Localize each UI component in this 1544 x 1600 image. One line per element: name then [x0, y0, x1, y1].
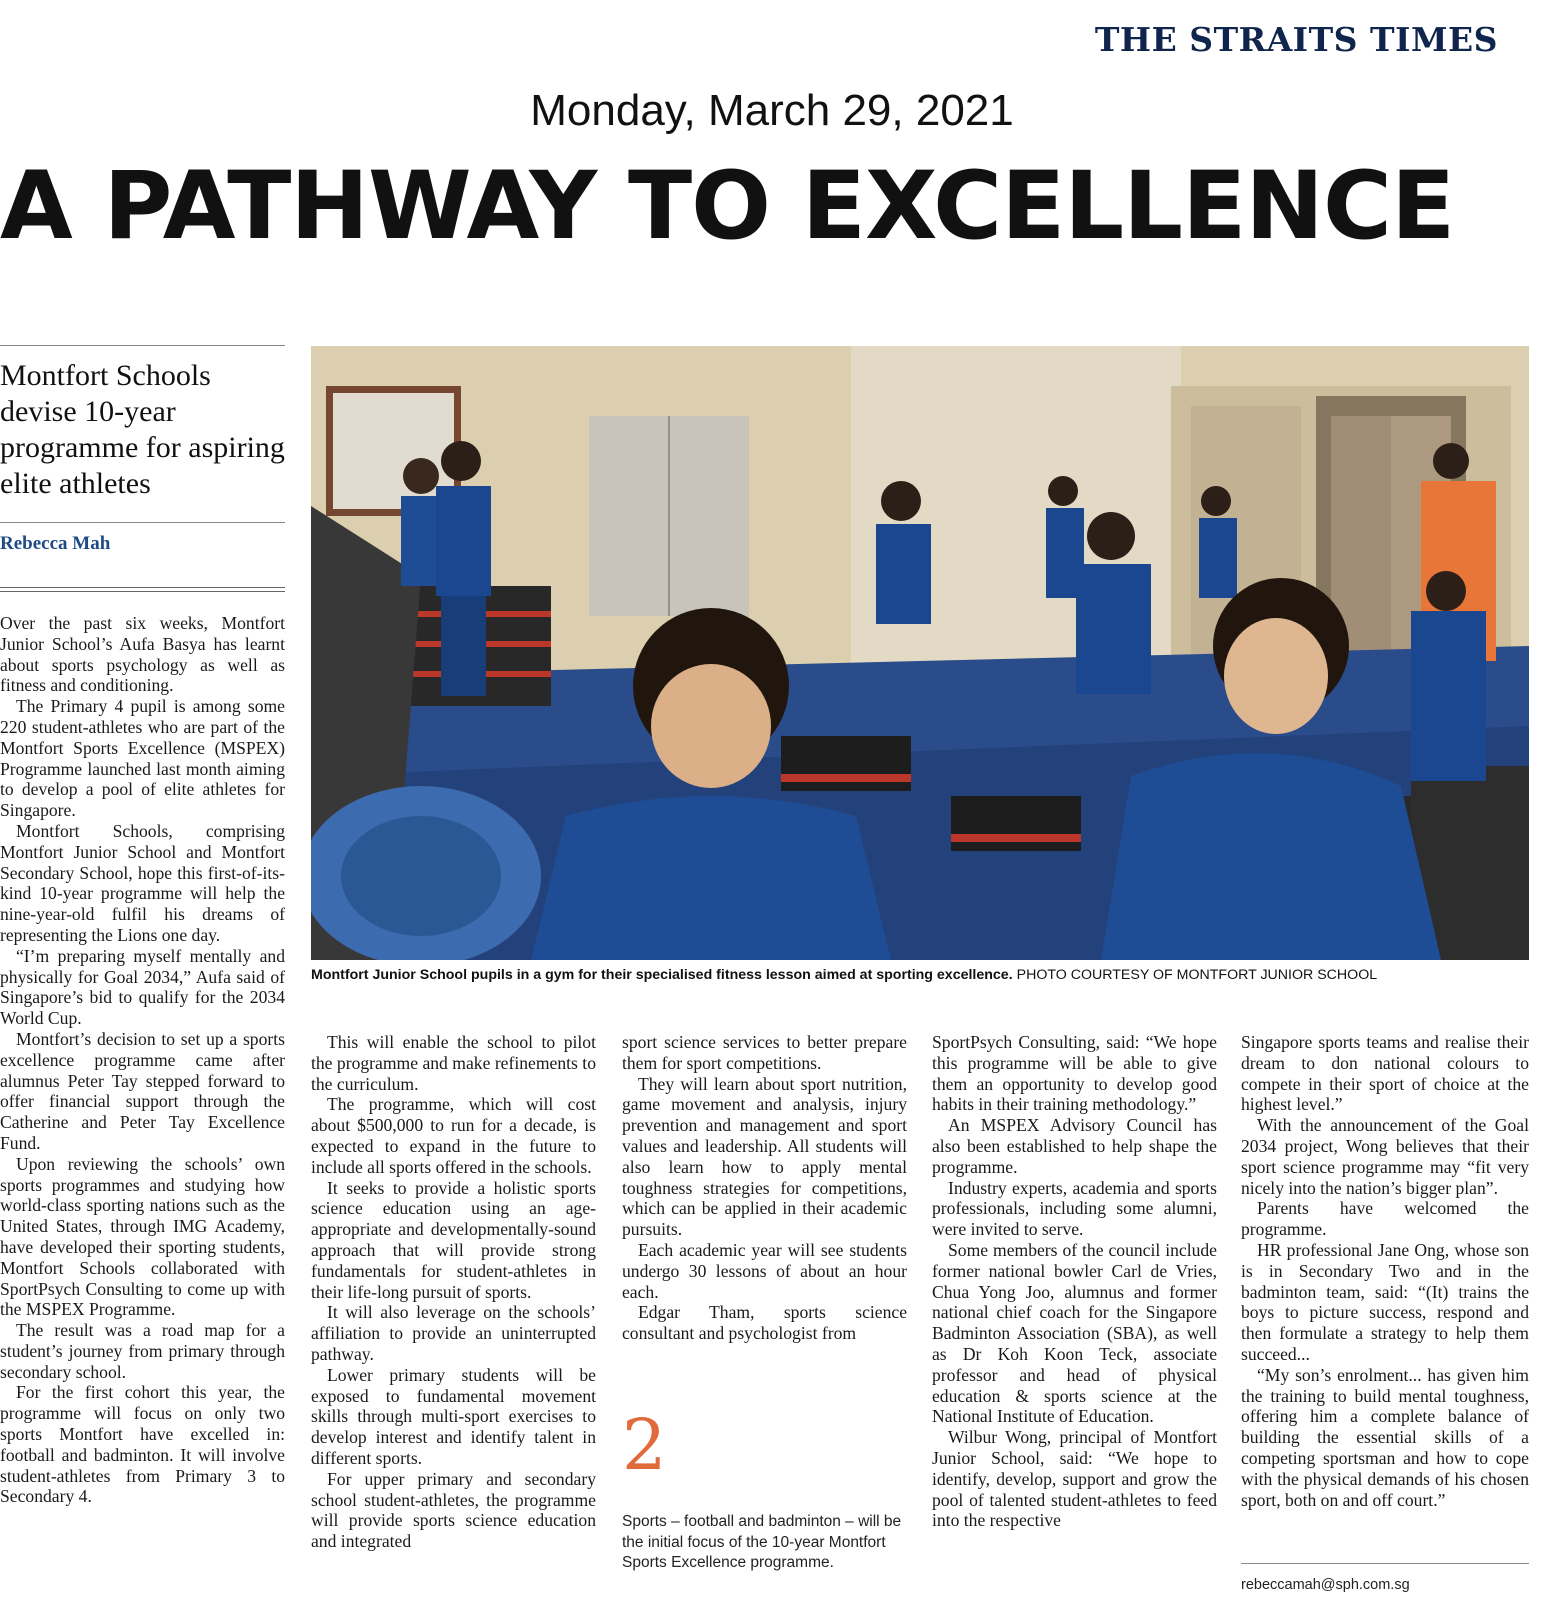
paragraph: Lower primary students will be exposed to fundamental movement skills through multi-sport exercises to develop interest and identify talent in different sports.: [311, 1364, 596, 1468]
deck-rule: [0, 522, 285, 523]
article-column-2: [311, 1032, 596, 1552]
paragraph: SportPsych Consulting, said: “We hope this programme will be able to give them an opportunity to develop good habits in their training methodology.”: [932, 1032, 1217, 1115]
paragraph: This will enable the school to pilot the programme and make refinements to the curriculum.: [311, 1032, 596, 1094]
article-photo: [311, 346, 1529, 960]
caption-text: Montfort Junior School pupils in a gym for their specialised fitness lesson aimed at sporting excellence.: [311, 967, 1013, 983]
paragraph: HR professional Jane Ong, whose son is in Secondary Two and in the badminton team, said: “(It) trains the boys to picture success, respond and then formulate a strategy to help them succeed...: [1241, 1239, 1529, 1364]
paragraph: It will also leverage on the schools’ affiliation to provide an uninterrupted pathway.: [311, 1302, 596, 1364]
paragraph: An MSPEX Advisory Council has also been established to help shape the programme.: [932, 1115, 1217, 1177]
publication-date: Monday, March 29, 2021: [530, 86, 1014, 135]
article-column-5: [1241, 1032, 1529, 1510]
paragraph: Industry experts, academia and sports professionals, including some alumni, were invited to serve.: [932, 1177, 1217, 1240]
paragraph: Some members of the council include former national bowler Carl de Vries, Chua Yong Joo, alumnus and former national chief coach for the Singapore Badminton Association (SBA), as well as Dr Koh Koon Teck, associate professor and head of physical education & sports science at the National Institute of Education.: [932, 1239, 1217, 1427]
byline: Rebecca Mah: [0, 533, 111, 554]
paragraph: sport science services to better prepare them for sport competitions.: [622, 1032, 907, 1073]
paragraph: For upper primary and secondary school student-athletes, the programme will provide sports science education and integrated: [311, 1468, 596, 1552]
photo-caption: [311, 967, 1531, 983]
author-email: rebeccamah@sph.com.sg: [1241, 1577, 1410, 1593]
paragraph: Singapore sports teams and realise their dream to don national colours to compete in their sport of choice at the highest level.”: [1241, 1032, 1529, 1115]
paragraph: For the first cohort this year, the programme will focus on only two sports Montfort have excelled in: football and badminton. It will involve student-athletes from Primary 3 to Secondary 4.: [0, 1382, 285, 1507]
factbox-text: Sports – football and badminton – will be the initial focus of the 10-year Montfort Sports Excellence programme.: [622, 1513, 902, 1571]
photo-credit: PHOTO COURTESY OF MONTFORT JUNIOR SCHOOL: [1016, 967, 1378, 983]
headline: A PATHWAY TO EXCELLENCE: [0, 152, 1455, 261]
paragraph: “My son’s enrolment... has given him the training to build mental toughness, offering him a complete balance of building the essential skills of a competing sportsman and how to cope with the physical demands of his chosen sport, both on and off court.”: [1241, 1364, 1529, 1510]
paragraph: Montfort Schools, comprising Montfort Junior School and Montfort Secondary School, hope this first-of-its-kind 10-year programme will help the nine-year-old fulfil his dreams of representing the Lions one day.: [0, 820, 285, 945]
paragraph: Over the past six weeks, Montfort Junior School’s Aufa Basya has learnt about sports psychology as well as fitness and conditioning.: [0, 613, 285, 696]
paragraph: Parents have welcomed the programme.: [1241, 1198, 1529, 1240]
paragraph: They will learn about sport nutrition, game movement and analysis, injury prevention and management and sport values and leadership. All students will also learn how to apply mental toughness strategies for competitions, which can be applied in their academic pursuits.: [622, 1073, 907, 1240]
factbox-number: 2: [622, 1404, 667, 1486]
article-column-4: [932, 1032, 1217, 1531]
paragraph: With the announcement of the Goal 2034 project, Wong believes that their sport science programme may “fit very nicely into the nation’s bigger plan”.: [1241, 1115, 1529, 1198]
gym-photo-illustration: [311, 346, 1529, 960]
paragraph: The programme, which will cost about $500,000 to run for a decade, is expected to expand in the future to include all sports offered in the schools.: [311, 1094, 596, 1177]
paragraph: “I’m preparing myself mentally and physically for Goal 2034,” Aufa said of Singapore’s bid to qualify for the 2034 World Cup.: [0, 945, 285, 1029]
paragraph: Wilbur Wong, principal of Montfort Junior School, said: “We hope to identify, develop, support and grow the pool of talented student-athletes to feed into the respective: [932, 1427, 1217, 1531]
byline-double-rule: [0, 587, 285, 592]
deck-subheadline: Montfort Schools devise 10-year programme for aspiring elite athletes: [0, 359, 285, 500]
email-rule: [1241, 1563, 1529, 1564]
paragraph: The result was a road map for a student’s journey from primary through secondary school.: [0, 1320, 285, 1382]
paragraph: Each academic year will see students undergo 30 lessons of about an hour each.: [622, 1239, 907, 1302]
paragraph: Montfort’s decision to set up a sports excellence programme came after alumnus Peter Tay stepped forward to offer financial support through the Catherine and Peter Tay Excellence Fund.: [0, 1028, 285, 1153]
paragraph: The Primary 4 pupil is among some 220 student-athletes who are part of the Montfort Sports Excellence (MSPEX) Programme launched last month aiming to develop a pool of elite athletes for Singapore.: [0, 696, 285, 821]
paragraph: Edgar Tham, sports science consultant and psychologist from: [622, 1302, 907, 1344]
masthead-logo: THE STRAITS TIMES: [1094, 20, 1498, 59]
article-column-1: [0, 613, 285, 1507]
paragraph: Upon reviewing the schools’ own sports programmes and studying how world-class sporting nations such as the United States, through IMG Academy, have developed their sporting students, Montfort Schools collaborated with SportPsych Consulting to come up with the MSPEX Programme.: [0, 1153, 285, 1320]
paragraph: It seeks to provide a holistic sports science education using an age-appropriate and developmentally-sound approach that will provide strong fundamentals for student-athletes in their life-long pursuit of sports.: [311, 1177, 596, 1302]
article-column-3: [622, 1032, 907, 1344]
top-rule: [0, 345, 285, 346]
